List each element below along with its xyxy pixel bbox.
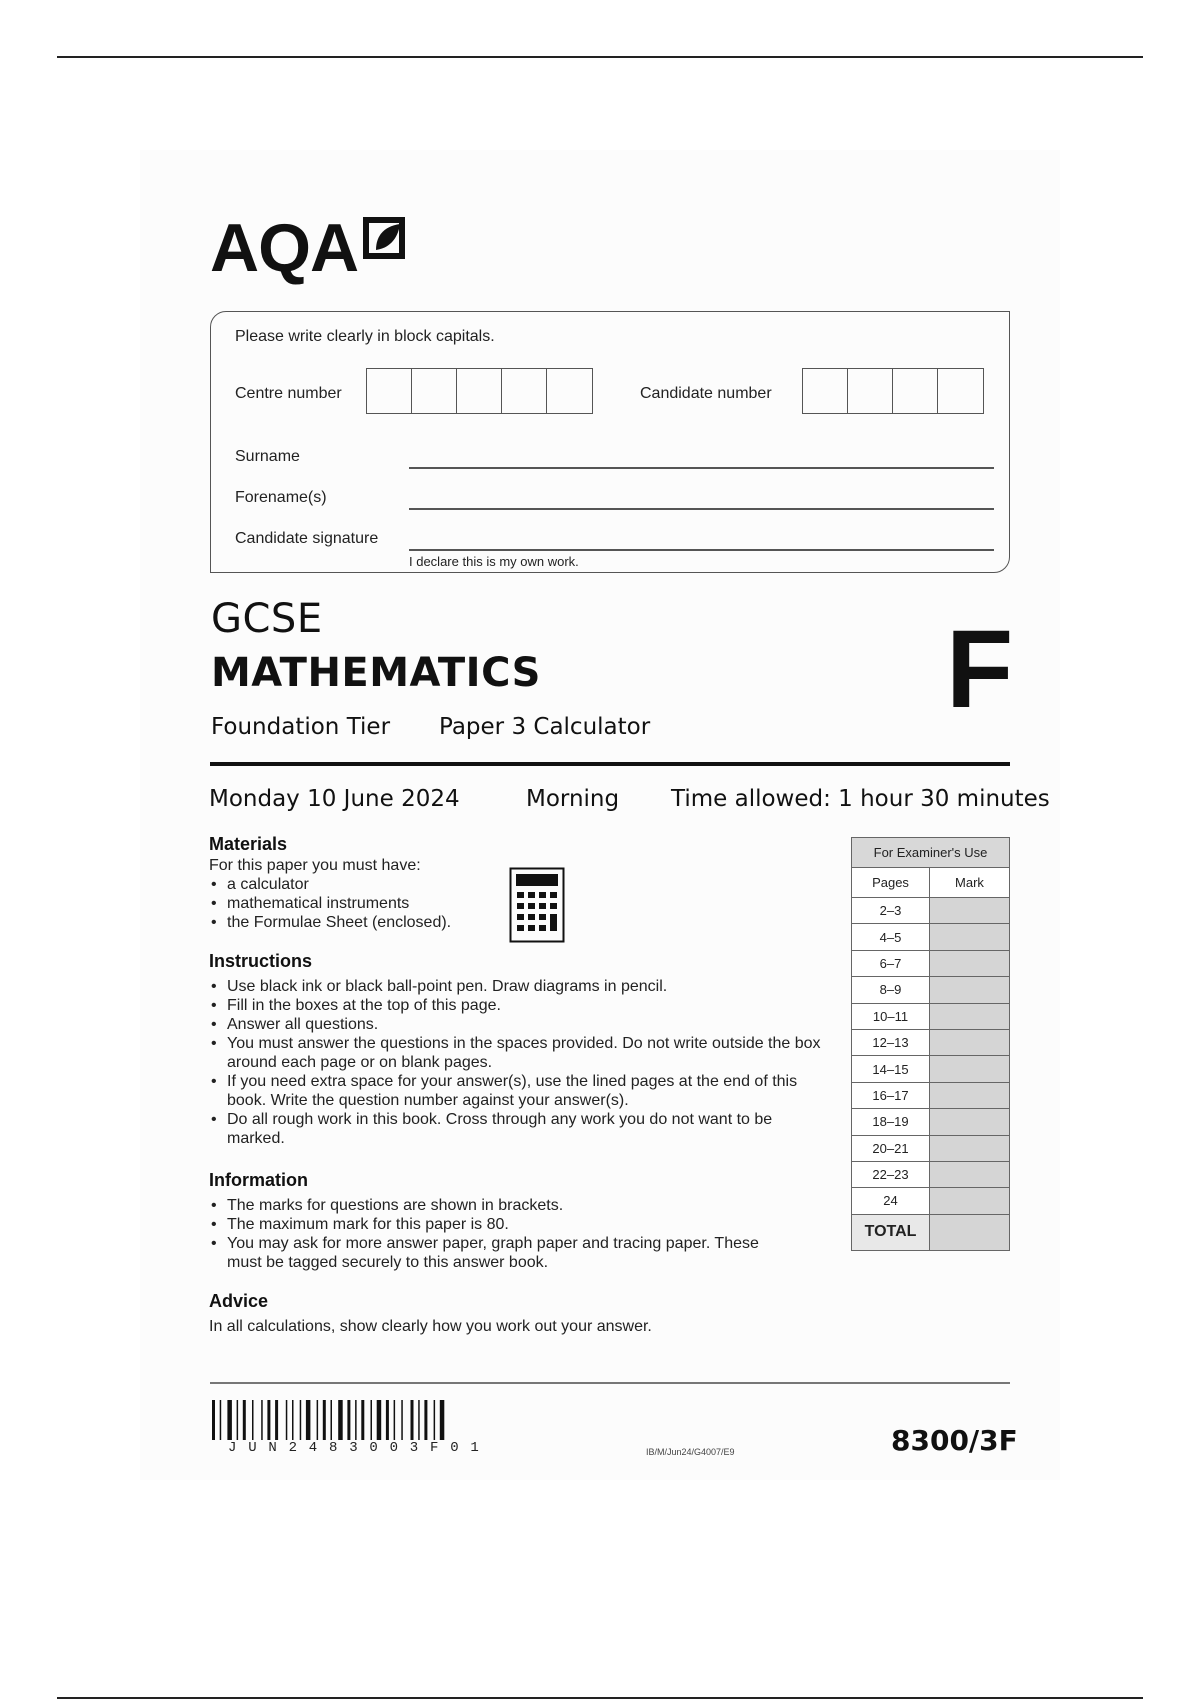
mark-cell [930,924,1010,950]
table-row [852,1056,1010,1082]
pages-cell: 12–13 [852,1029,930,1055]
list-item: • Do all rough work in this book. Cross through any work you do not want to be marked. [209,1110,829,1148]
candidate-number-label: Candidate number [640,385,772,402]
tier-letter: F [946,608,1014,731]
list-item: • Answer all questions. [209,1015,829,1034]
mark-cell [930,1188,1010,1214]
materials-intro: For this paper you must have: [209,857,421,874]
instructions-heading: Instructions [209,951,313,971]
block-capitals-instruction: Please write clearly in block capitals. [235,328,495,345]
mark-cell [930,1109,1010,1135]
information-list [209,1196,789,1272]
centre-number-label: Centre number [235,385,342,402]
mark-cell [930,898,1010,924]
logo-text: AQA [210,210,359,286]
surname-field[interactable] [409,467,994,469]
page-top-rule [57,56,1143,58]
footer-divider [210,1382,1010,1384]
table-row [852,1161,1010,1187]
table-row [852,1109,1010,1135]
materials-list [209,875,451,932]
centre-number-digit[interactable] [412,369,457,413]
mark-cell [930,1003,1010,1029]
calculator-icon [509,867,565,943]
mark-cell [930,1135,1010,1161]
pages-cell: 22–23 [852,1161,930,1187]
paper-label: Paper 3 Calculator [439,714,651,740]
list-item: • If you need extra space for your answer(s), use the lined pages at the end of this book. Write the question number against your answer(s). [209,1072,829,1110]
examiner-use-table [851,837,1010,1251]
candidate-number-digit[interactable] [938,369,983,413]
candidate-number-boxes[interactable] [802,368,984,414]
pages-cell: 6–7 [852,950,930,976]
table-row [852,924,1010,950]
information-heading: Information [209,1170,308,1190]
barcode-digits: JUN2483003F01 [228,1440,491,1456]
centre-number-digit[interactable] [547,369,592,413]
forename-field[interactable] [409,508,994,510]
list-item: • mathematical instruments [209,894,451,913]
time-allowed: Time allowed: 1 hour 30 minutes [671,786,1050,812]
subject-title: MATHEMATICS [211,650,541,696]
total-label: TOTAL [852,1214,930,1250]
list-item: • the Formulae Sheet (enclosed). [209,913,451,932]
barcode [212,1400,537,1440]
candidate-details-box [210,311,1010,573]
forename-label: Forename(s) [235,489,327,506]
table-row [852,1082,1010,1108]
table-row [852,1003,1010,1029]
pages-cell: 18–19 [852,1109,930,1135]
list-item: • The marks for questions are shown in brackets. [209,1196,789,1215]
table-row [852,1188,1010,1214]
instructions-list [209,977,829,1148]
mark-cell [930,950,1010,976]
table-row [852,1029,1010,1055]
qualification-title: GCSE [211,596,323,642]
list-item: • You must answer the questions in the spaces provided. Do not write outside the box around each page or on blank pages. [209,1034,829,1072]
mark-column-header: Mark [930,868,1010,898]
surname-label: Surname [235,448,300,465]
pages-cell: 14–15 [852,1056,930,1082]
mark-cell [930,1161,1010,1187]
list-item: • Use black ink or black ball-point pen. Draw diagrams in pencil. [209,977,829,996]
candidate-number-digit[interactable] [848,369,893,413]
mark-cell [930,977,1010,1003]
candidate-number-digit[interactable] [893,369,938,413]
signature-label: Candidate signature [235,530,379,547]
mark-cell [930,1082,1010,1108]
table-row [852,977,1010,1003]
paper-code: 8300/3F [891,1424,1018,1457]
list-item: • Fill in the boxes at the top of this page. [209,996,829,1015]
centre-number-digit[interactable] [502,369,547,413]
mark-cell [930,1056,1010,1082]
advice-text: In all calculations, show clearly how you work out your answer. [209,1318,652,1335]
total-mark-cell [930,1214,1010,1250]
advice-heading: Advice [209,1291,269,1311]
pages-cell: 8–9 [852,977,930,1003]
title-divider [210,762,1010,766]
reference-code: IB/M/Jun24/G4007/E9 [646,1447,735,1457]
candidate-number-digit[interactable] [803,369,848,413]
table-row [852,898,1010,924]
exam-date: Monday 10 June 2024 [209,786,460,812]
list-item: • a calculator [209,875,451,894]
signature-field[interactable] [409,549,994,551]
examiner-table-title: For Examiner's Use [852,838,1010,868]
materials-heading: Materials [209,834,288,854]
pages-column-header: Pages [852,868,930,898]
pages-cell: 24 [852,1188,930,1214]
list-item: • The maximum mark for this paper is 80. [209,1215,789,1234]
aqa-leaf-icon [362,216,406,260]
aqa-logo [210,208,406,288]
pages-cell: 20–21 [852,1135,930,1161]
tier-label: Foundation Tier [211,714,391,740]
table-row [852,1135,1010,1161]
exam-session: Morning [526,786,620,812]
centre-number-boxes[interactable] [366,368,593,414]
pages-cell: 10–11 [852,1003,930,1029]
page-bottom-rule [57,1697,1143,1699]
declaration-text: I declare this is my own work. [409,554,579,569]
pages-cell: 4–5 [852,924,930,950]
table-row [852,950,1010,976]
pages-cell: 2–3 [852,898,930,924]
centre-number-digit[interactable] [457,369,502,413]
list-item: • You may ask for more answer paper, graph paper and tracing paper. These must be tagged securely to this answer book. [209,1234,789,1272]
examiner-table-body [852,898,1010,1215]
pages-cell: 16–17 [852,1082,930,1108]
mark-cell [930,1029,1010,1055]
centre-number-digit[interactable] [367,369,412,413]
